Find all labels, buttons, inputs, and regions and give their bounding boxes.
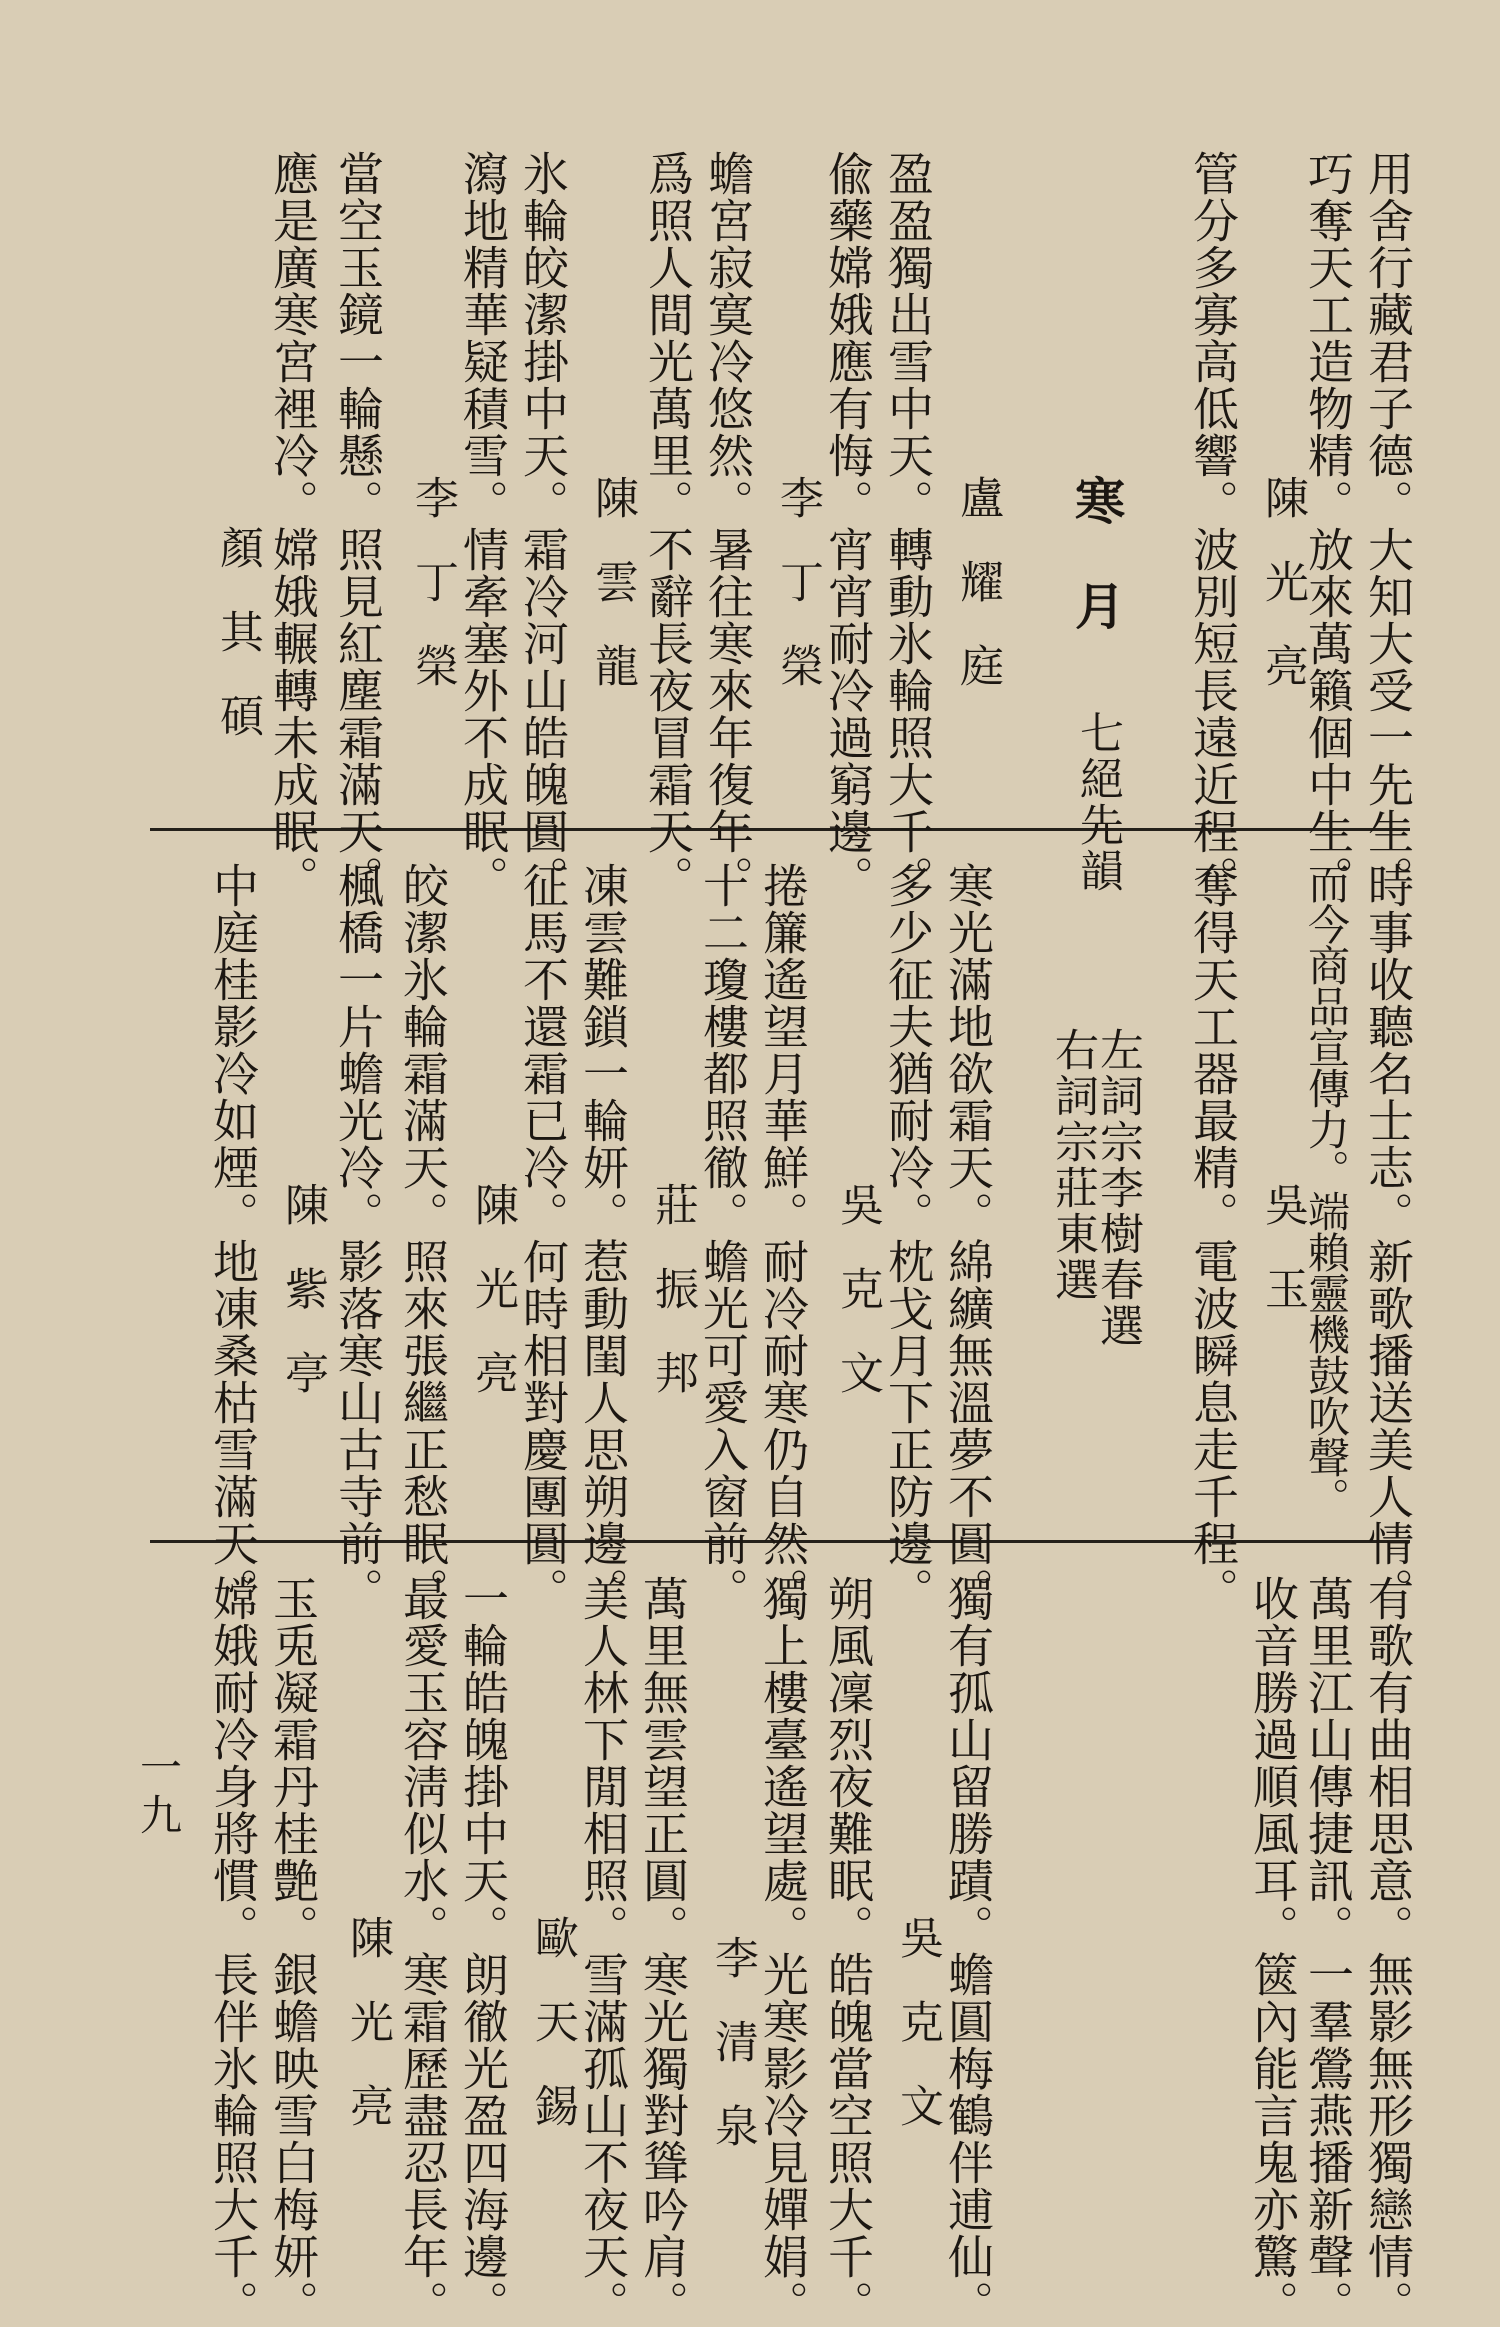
poem-line: 楓橋一片蟾光冷。影落寒山古寺前。 bbox=[331, 862, 385, 1614]
poem-author: 陳光亮 bbox=[1257, 475, 1308, 727]
poem-line: 獨上樓臺遙望處。光寒影冷見嬋娟。 bbox=[756, 1575, 810, 2327]
poem-line: 捲簾遙望月華鮮。耐冷耐寒仍自然。 bbox=[756, 862, 810, 1614]
poem-line: 十二瓊樓都照徹。蟾光可愛入窗前。 bbox=[696, 862, 750, 1614]
poem-author: 莊振邦 bbox=[647, 1182, 698, 1434]
poem-line: 多少征夫猶耐冷。枕戈月下正防邊。 bbox=[881, 862, 935, 1614]
middle-tier bbox=[0, 862, 1500, 1614]
poem-line: 獨有孤山留勝蹟。蟾圓梅鶴伴逋仙。 bbox=[941, 1575, 995, 2327]
poem-line: 萬里江山傳捷訊。一羣鶯燕播新聲。 bbox=[1301, 1575, 1355, 2327]
poem-author: 李清泉 bbox=[707, 1935, 758, 2187]
poem-line: 瀉地精華疑積雪。情牽塞外不成眠。 bbox=[456, 150, 510, 902]
poem-line: 一輪皓魄掛中天。朗徹光盈四海邊。 bbox=[456, 1575, 510, 2327]
poem-line: 應是廣寒宮裡冷。嫦娥輾轉未成眠。 bbox=[266, 150, 320, 902]
poem-line: 皎潔氷輪霜滿天。照來張繼正愁眠。 bbox=[396, 862, 450, 1614]
poem-author: 陳紫亭 bbox=[277, 1182, 328, 1434]
poem-author: 吳克文 bbox=[832, 1182, 883, 1434]
poem-line: 而今商品宣傳力。端賴靈機鼓吹聲。 bbox=[1302, 862, 1351, 1518]
poem-line: 征馬不還霜已冷。何時相對慶團圓。 bbox=[516, 862, 570, 1614]
page-number: 一九 bbox=[134, 1745, 183, 1841]
poem-author: 歐天錫 bbox=[527, 1915, 578, 2167]
poem-line: 巧奪天工造物精。放來萬籟個中生。 bbox=[1301, 150, 1355, 902]
poem-line: 中庭桂影冷如煙。地凍桑枯雪滿天。 bbox=[206, 862, 260, 1614]
poem-line: 爲照人間光萬里。不辭長夜冒霜天。 bbox=[641, 150, 695, 902]
poem-line: 最愛玉容淸似水。寒霜歷盡忍長年。 bbox=[396, 1575, 450, 2327]
judge-note: 左詞宗李樹春選 bbox=[1092, 1027, 1143, 1349]
poem-author: 盧耀庭 bbox=[952, 475, 1003, 727]
section-title: 寒月 bbox=[1067, 475, 1126, 685]
poem-line: 管分多寡高低響。波別短長遠近程。 bbox=[1186, 150, 1240, 902]
poem-author: 陳光亮 bbox=[342, 1915, 393, 2167]
poem-author: 陳雲龍 bbox=[587, 475, 638, 727]
poem-line: 時事收聽名士志。新歌播送美人情。 bbox=[1361, 862, 1415, 1614]
poem-line: 朔風凜烈夜難眠。皓魄當空照大千。 bbox=[821, 1575, 875, 2327]
poem-author: 陳光亮 bbox=[467, 1182, 518, 1434]
poem-line: 寒光滿地欲霜天。綿纊無溫夢不圓。 bbox=[941, 862, 995, 1614]
poem-author: 李丁榮 bbox=[772, 475, 823, 727]
poem-line: 凍雲難鎖一輪妍。惹動閨人思朔邊。 bbox=[576, 862, 630, 1614]
poem-line: 奪得天工器最精。電波瞬息走千程。 bbox=[1186, 862, 1240, 1614]
poem-line: 美人林下閒相照。雪滿孤山不夜天。 bbox=[576, 1575, 630, 2327]
poem-rule: 七絕先韻 bbox=[1072, 710, 1123, 894]
poem-line: 收音勝過順風耳。篋內能言鬼亦驚。 bbox=[1246, 1575, 1300, 2327]
poem-line: 玉兎凝霜丹桂艶。銀蟾映雪白梅妍。 bbox=[266, 1575, 320, 2327]
poem-line: 蟾宮寂寞冷悠然。暑往寒來年復年。 bbox=[701, 150, 755, 902]
top-tier bbox=[0, 150, 1500, 902]
poem-line: 有歌有曲相思意。無影無形獨戀情。 bbox=[1361, 1575, 1415, 2327]
bottom-tier bbox=[0, 1575, 1500, 2327]
poem-line: 偸藥嫦娥應有悔。宵宵耐冷過窮邊。 bbox=[821, 150, 875, 902]
poem-line: 氷輪皎潔掛中天。霜冷河山皓魄圓。 bbox=[516, 150, 570, 902]
poem-line: 嫦娥耐冷身將慣。長伴氷輪照大千。 bbox=[206, 1575, 260, 2327]
poem-author: 吳克文 bbox=[892, 1915, 943, 2167]
poem-line: 用舍行藏君子德。大知大受一先生。 bbox=[1361, 150, 1415, 902]
poem-author: 顏其碩 bbox=[212, 525, 263, 777]
poem-author: 吳玉 bbox=[1257, 1182, 1308, 1350]
poem-line: 當空玉鏡一輪懸。照見紅塵霜滿天。 bbox=[331, 150, 385, 902]
poem-line: 萬里無雲望正圓。寒光獨對聳吟肩。 bbox=[636, 1575, 690, 2327]
judge-note: 右詞宗莊東選 bbox=[1047, 1027, 1098, 1303]
poem-line: 盈盈獨出雪中天。轉動氷輪照大千。 bbox=[881, 150, 935, 902]
poem-author: 李丁榮 bbox=[407, 475, 458, 727]
